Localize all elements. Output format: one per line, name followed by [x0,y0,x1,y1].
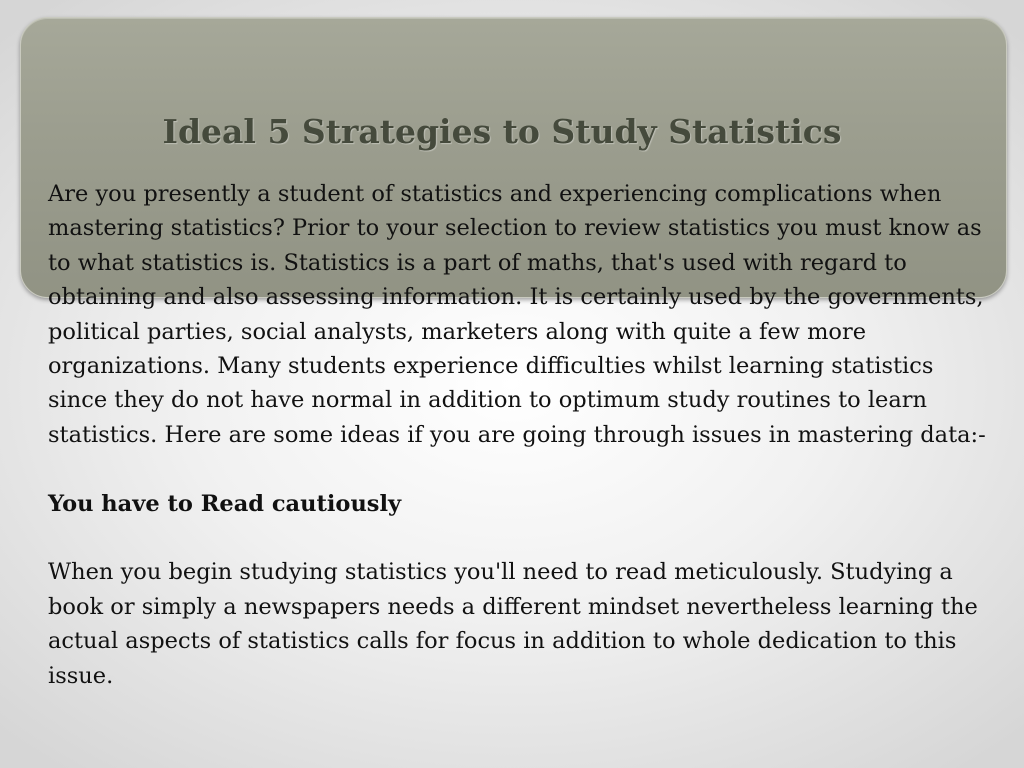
paragraph-spacer [48,452,993,486]
slide-body [48,177,993,693]
paragraph-spacer [48,521,993,555]
section-heading: You have to Read cautiously [48,490,402,517]
slide-title: Ideal 5 Strategies to Study Statistics [162,112,842,151]
section-paragraph: When you begin studying statistics you'll need to read meticulously. Studying a book or simply a newspapers needs a different mindset nevertheless learning the actual aspects of statistics calls for focus in addition to whole dedication to this issue. [48,559,978,689]
intro-paragraph: Are you presently a student of statistics and experiencing complications when mastering statistics? Prior to your selection to review statistics you must know as to what statistics is. Statistics is a part of maths, that's used with regard to obtaining and also assessing information. It is certainly used by the governments, political parties, social analysts, marketers along with quite a few more organizations. Many students experience difficulties whilst learning statistics since they do not have normal in addition to optimum study routines to learn statistics. Here are some ideas if you are going through issues in mastering data:- [48,181,986,448]
